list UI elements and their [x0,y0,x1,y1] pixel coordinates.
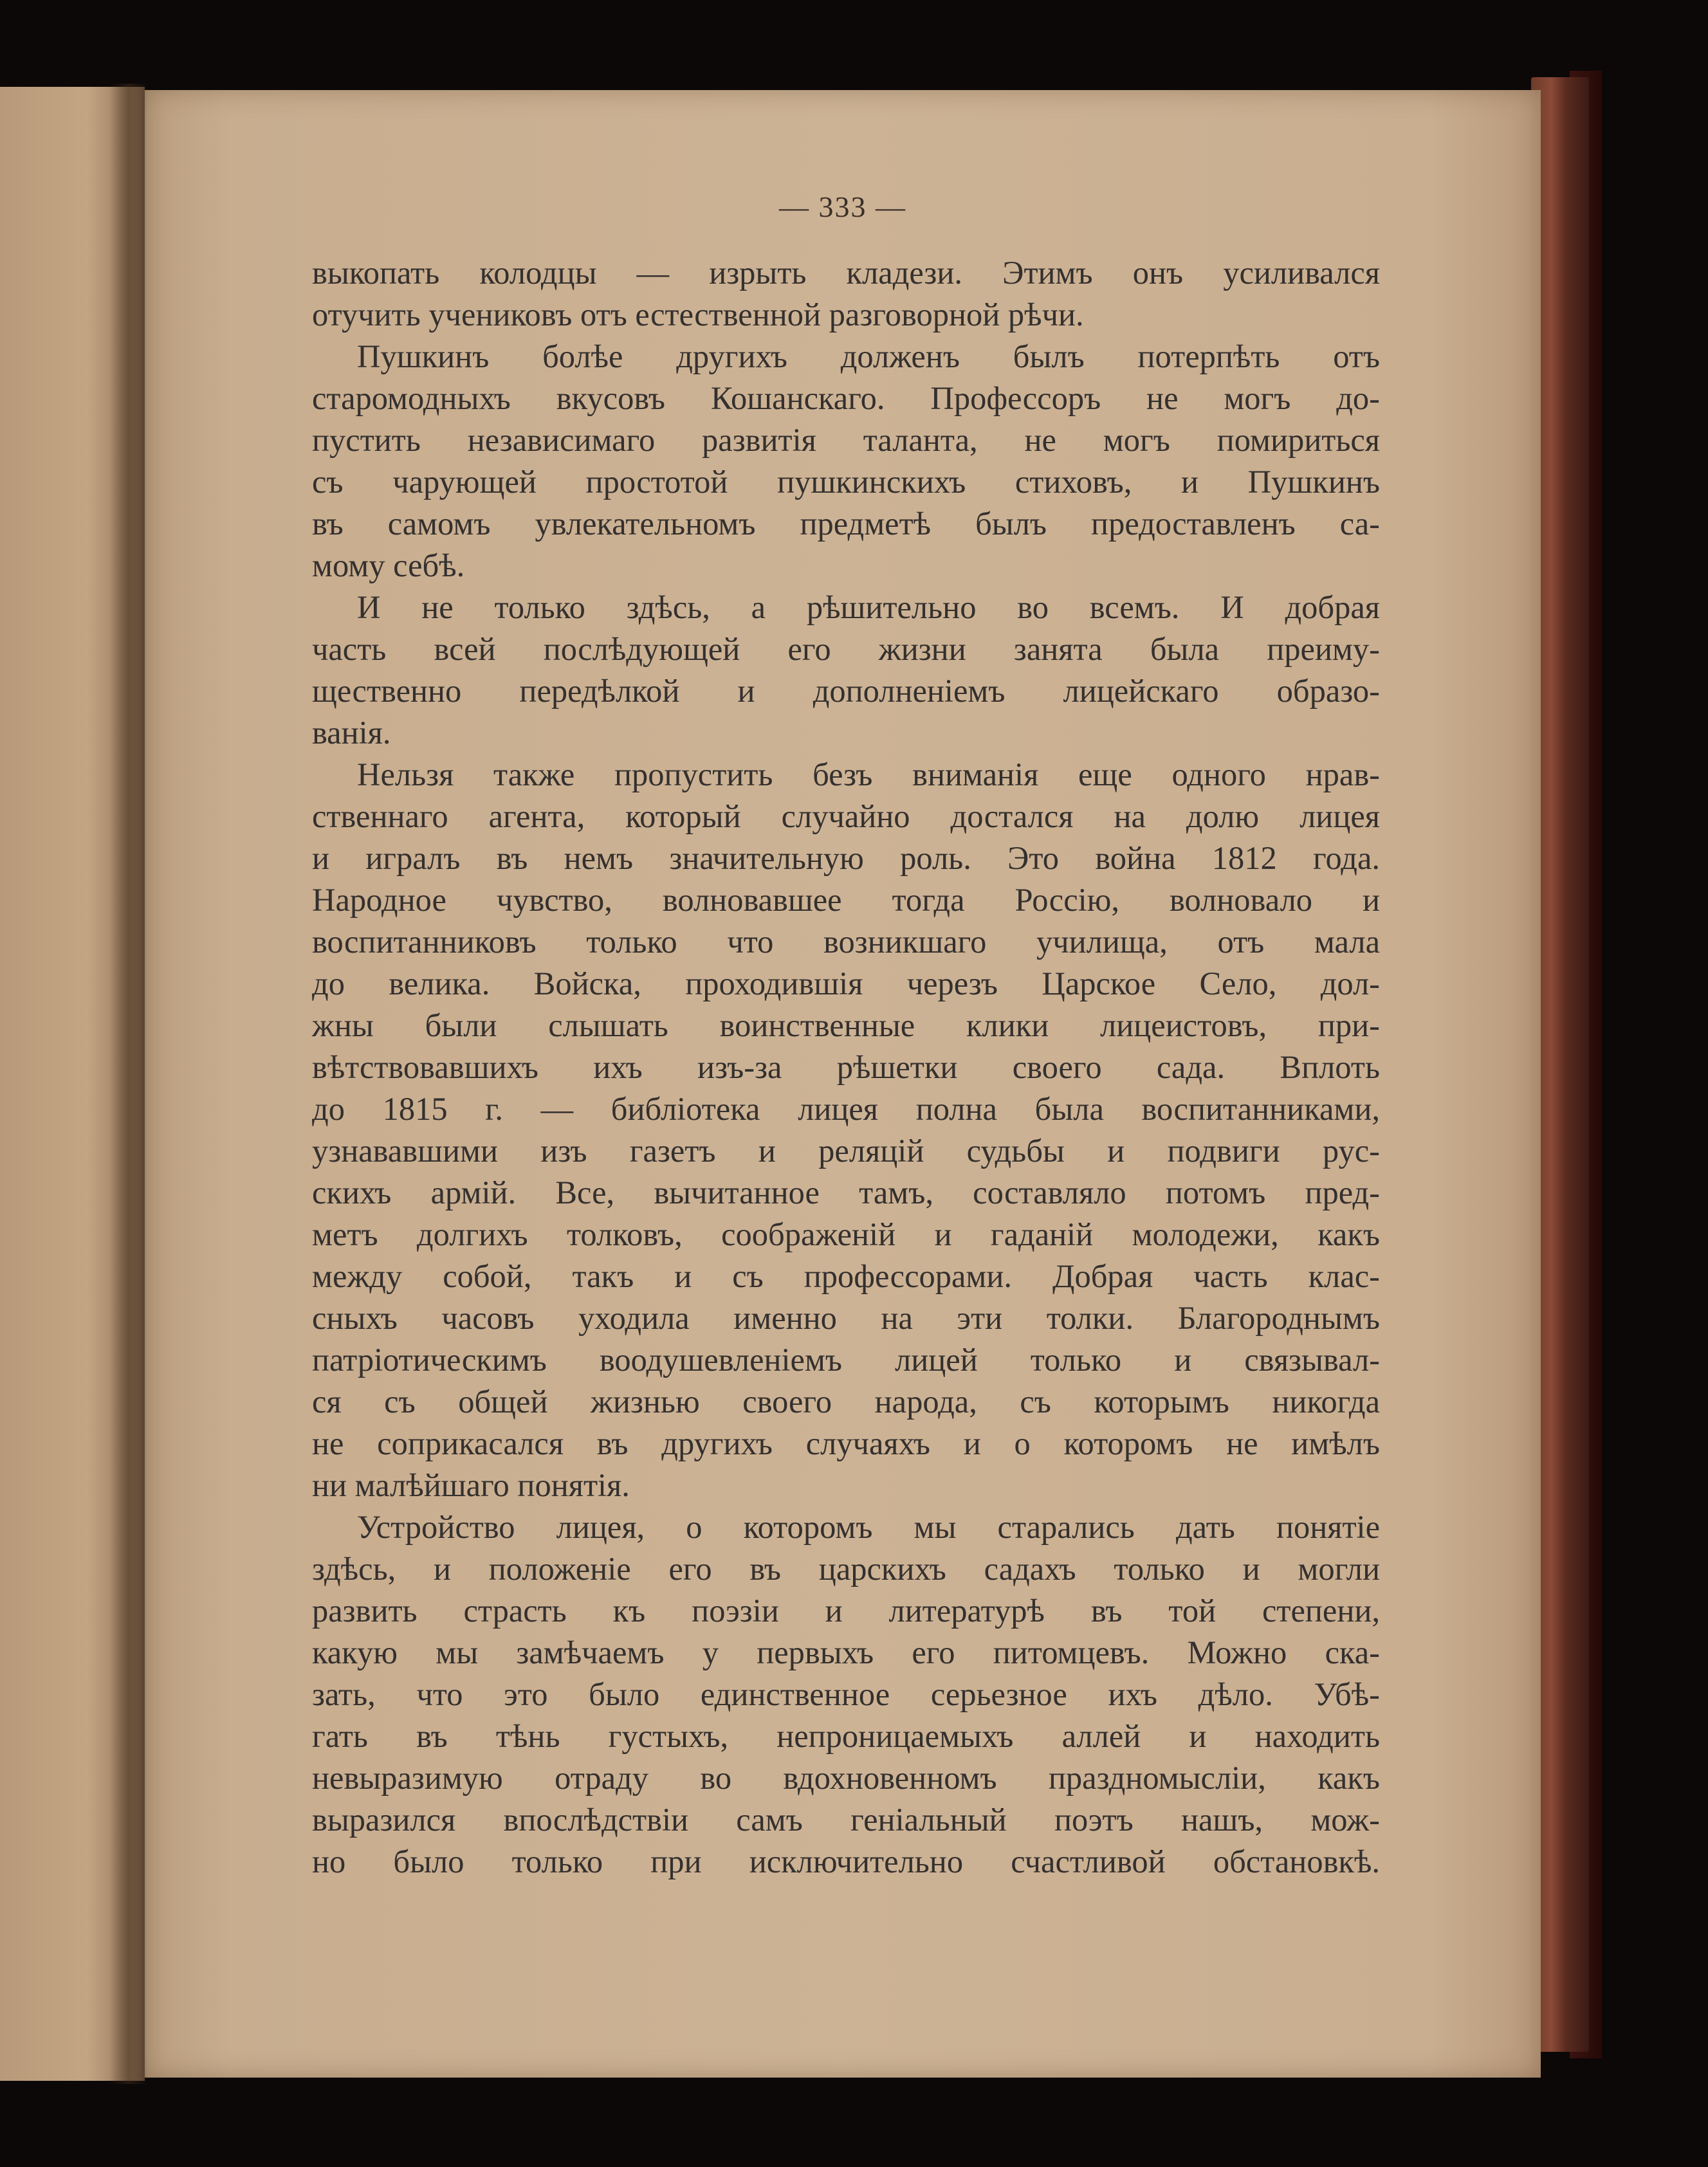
text-line: развить страсть къ поэзіи и литературѣ въ той степени, [312,1593,1380,1629]
text-line: скихъ армій. Все, вычитанное тамъ, составляло потомъ пред- [312,1175,1380,1211]
text-line: часть всей послѣдующей его жизни занята была преиму- [312,631,1380,667]
text-line: Нельзя также пропустить безъ вниманія еще одного нрав- [357,756,1380,792]
text-line: ни малѣйшаго понятія. [312,1467,630,1503]
book-page [145,90,1541,2078]
text-line: не соприкасался въ другихъ случаяхъ и о которомъ не имѣлъ [312,1425,1380,1461]
text-line: Пушкинъ болѣе другихъ долженъ былъ потерпѣть отъ [357,338,1380,374]
text-line: зать, что это было единственное серьезное ихъ дѣло. Убѣ- [312,1676,1380,1712]
text-line: пустить независимаго развитія таланта, не могъ помириться [312,422,1380,458]
text-line: вѣтствовавшихъ ихъ изъ-за рѣшетки своего сада. Вплоть [312,1049,1380,1085]
text-line: ся съ общей жизнью своего народа, съ которымъ никогда [312,1384,1380,1420]
text-line: патріотическимъ воодушевленіемъ лицей только и связывал- [312,1342,1380,1378]
text-line: ванія. [312,715,391,751]
page-gutter [109,84,148,2084]
text-line: воспитанниковъ только что возникшаго училища, отъ мала [312,924,1380,960]
text-line: сныхъ часовъ уходила именно на эти толки. Благороднымъ [312,1300,1380,1336]
text-line: Устройство лицея, о которомъ мы старались дать понятіе [357,1509,1380,1545]
text-line: мому себѣ. [312,547,465,583]
text-line: щественно передѣлкой и дополненіемъ лицейскаго образо- [312,673,1380,709]
page-number: — 333 — [779,190,906,223]
text-line: метъ долгихъ толковъ, соображеній и гаданій молодежи, какъ [312,1216,1380,1252]
text-line: и игралъ въ немъ значительную роль. Это война 1812 года. [312,840,1380,876]
text-line: жны были слышать воинственные клики лицеистовъ, при- [312,1007,1380,1043]
text-line: выкопать колодцы — изрыть кладези. Этимъ онъ усиливался [312,255,1380,291]
text-line: узнававшими изъ газетъ и реляцій судьбы и подвиги рус- [312,1133,1380,1169]
text-line: какую мы замѣчаемъ у первыхъ его питомцевъ. Можно ска- [312,1634,1380,1670]
text-line: до 1815 г. — библіотека лицея полна была воспитанниками, [312,1091,1380,1127]
text-line: между собой, такъ и съ профессорами. Добрая часть клас- [312,1258,1380,1294]
text-line: но было только при исключительно счастливой обстановкѣ. [312,1843,1380,1879]
text-line: до велика. Войска, проходившія черезъ Царское Село, дол- [312,965,1380,1001]
text-line: съ чарующей простотой пушкинскихъ стиховъ, и Пушкинъ [312,464,1380,500]
text-line: отучить учениковъ отъ естественной разговорной рѣчи. [312,297,1084,333]
text-line: старомодныхъ вкусовъ Кошанскаго. Профессоръ не могъ до- [312,380,1380,416]
text-line: гать въ тѣнь густыхъ, непроницаемыхъ аллей и находить [312,1718,1380,1754]
text-line: И не только здѣсь, а рѣшительно во всемъ. И добрая [357,589,1380,625]
text-line: въ самомъ увлекательномъ предметѣ былъ предоставленъ са- [312,506,1380,542]
text-line: выразился впослѣдствіи самъ геніальный поэтъ нашъ, мож- [312,1802,1380,1838]
text-line: Народное чувство, волновавшее тогда Россію, волновало и [312,882,1380,918]
text-line: невыразимую отраду во вдохновенномъ праздномысліи, какъ [312,1760,1380,1796]
body-text [312,252,1380,1883]
text-line: ственнаго агента, который случайно достался на долю лицея [312,798,1380,834]
text-line: здѣсь, и положеніе его въ царскихъ садахъ только и могли [312,1551,1380,1587]
